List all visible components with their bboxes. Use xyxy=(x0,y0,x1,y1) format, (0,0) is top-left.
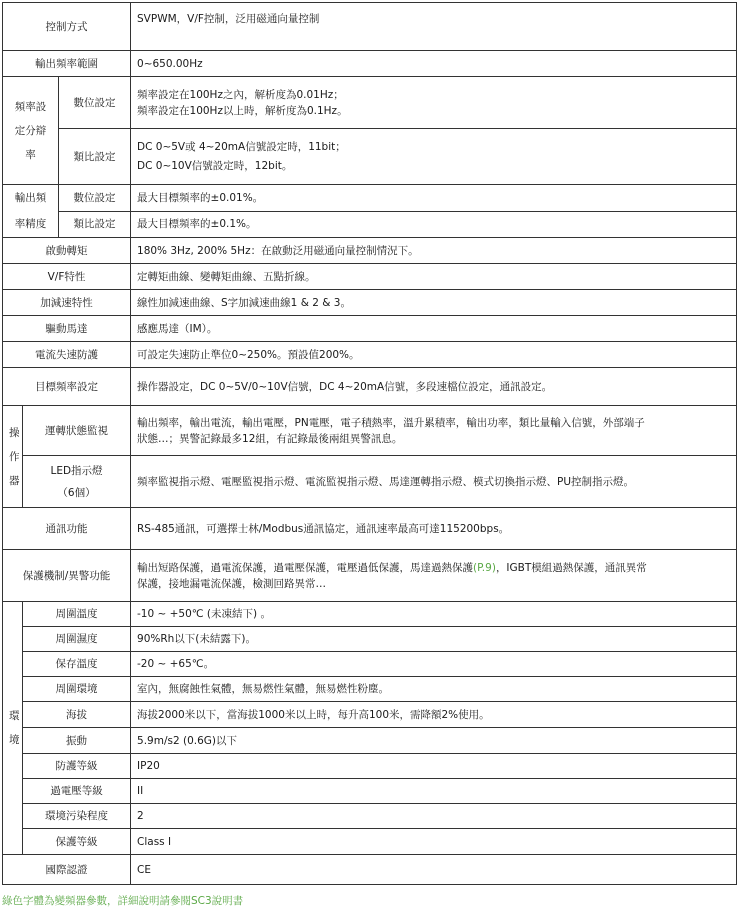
table-row xyxy=(3,264,737,290)
table-row xyxy=(3,185,737,212)
freq-acc-analog-label: 類比設定 xyxy=(59,211,131,238)
env-label: 海拔 xyxy=(23,702,131,728)
freq-res-digital-label: 數位設定 xyxy=(59,77,131,129)
led-value: 頻率監視指示燈、電壓監視指示燈、電流監視指示燈、馬達運轉指示燈、模式切換指示燈、PU控制指示燈。 xyxy=(131,456,737,508)
env-value: -10 ~ +50℃ (未凍結下) 。 xyxy=(131,602,737,627)
vf-value: 定轉矩曲線、變轉矩曲線、五點折線。 xyxy=(131,264,737,290)
table-row xyxy=(3,728,737,754)
env-value: IP20 xyxy=(131,754,737,779)
spec-table xyxy=(2,2,737,885)
table-row xyxy=(3,627,737,652)
accel-value: 線性加減速曲線、S字加減速曲線1 & 2 & 3。 xyxy=(131,290,737,316)
stall-value: 可設定失速防止準位0~250%。預設值200%。 xyxy=(131,342,737,368)
monitor-label: 運轉狀態監視 xyxy=(23,406,131,456)
control-label: 控制方式 xyxy=(3,3,131,51)
start-torque-label: 啟動轉矩 xyxy=(3,238,131,264)
table-row xyxy=(3,238,737,264)
env-label: 保護等級 xyxy=(23,829,131,855)
env-value: Class I xyxy=(131,829,737,855)
table-row xyxy=(3,754,737,779)
stall-label: 電流失速防護 xyxy=(3,342,131,368)
table-row xyxy=(3,602,737,627)
table-row xyxy=(3,804,737,829)
table-row xyxy=(3,129,737,185)
env-label: 周圍溫度 xyxy=(23,602,131,627)
motor-label: 驅動馬達 xyxy=(3,316,131,342)
table-row xyxy=(3,829,737,855)
protect-label: 保護機制/異警功能 xyxy=(3,550,131,602)
motor-value: 感應馬達（IM）。 xyxy=(131,316,737,342)
freq-res-analog-label: 類比設定 xyxy=(59,129,131,185)
target-label: 目標頻率設定 xyxy=(3,368,131,406)
protect-value: 輸出短路保護，過電流保護，過電壓保護，電壓過低保護，馬達過熱保護(P.9)，IGBT模組過熱保護，通訊異常 保護，接地漏電流保護，檢測回路異常… xyxy=(131,550,737,602)
table-row xyxy=(3,702,737,728)
comm-value: RS-485通訊，可選擇士林/Modbus通訊協定，通訊速率最高可達115200bps。 xyxy=(131,508,737,550)
start-torque-value: 180% 3Hz, 200% 5Hz：在啟動泛用磁通向量控制情況下。 xyxy=(131,238,737,264)
control-value: SVPWM，V/F控制，泛用磁通向量控制 xyxy=(131,3,737,51)
env-value: 5.9m/s2 (0.6G)以下 xyxy=(131,728,737,754)
table-row xyxy=(3,855,737,885)
env-value: 室內，無腐蝕性氣體，無易燃性氣體，無易燃性粉塵。 xyxy=(131,677,737,702)
table-row xyxy=(3,290,737,316)
env-value: 海拔2000米以下，當海拔1000米以上時，每升高100米，需降額2%使用。 xyxy=(131,702,737,728)
freq-acc-digital-value: 最大目標頻率的±0.01%。 xyxy=(131,185,737,212)
target-value: 操作器設定，DC 0~5V/0~10V信號，DC 4~20mA信號，多段速檔位設定，通訊設定。 xyxy=(131,368,737,406)
table-row xyxy=(3,51,737,77)
freq-acc-digital-label: 數位設定 xyxy=(59,185,131,212)
table-row xyxy=(3,3,737,51)
parameter-ref-green: (P.9) xyxy=(473,561,496,574)
env-label: 周圍濕度 xyxy=(23,627,131,652)
env-value: -20 ~ +65℃。 xyxy=(131,652,737,677)
cert-label: 國際認證 xyxy=(3,855,131,885)
freq-acc-group-label: 輸出頻 率精度 xyxy=(3,185,59,238)
cert-value: CE xyxy=(131,855,737,885)
table-row xyxy=(3,406,737,456)
env-value: II xyxy=(131,779,737,804)
env-label: 環境污染程度 xyxy=(23,804,131,829)
freq-res-analog-value: DC 0~5V或 4~20mA信號設定時，11bit； DC 0~10V信號設定時，12bit。 xyxy=(131,129,737,185)
freq-range-label: 輸出頻率範圍 xyxy=(3,51,131,77)
table-row xyxy=(3,77,737,129)
env-label: 保存溫度 xyxy=(23,652,131,677)
table-row xyxy=(3,652,737,677)
table-row xyxy=(3,779,737,804)
env-label: 過電壓等級 xyxy=(23,779,131,804)
env-label: 振動 xyxy=(23,728,131,754)
table-row xyxy=(3,677,737,702)
table-row xyxy=(3,456,737,508)
table-row xyxy=(3,508,737,550)
vf-label: V/F特性 xyxy=(3,264,131,290)
accel-label: 加減速特性 xyxy=(3,290,131,316)
table-row xyxy=(3,316,737,342)
table-row xyxy=(3,342,737,368)
monitor-value: 輸出頻率，輸出電流，輸出電壓，PN電壓，電子積熱率，溫升累積率，輸出功率，類比量輸入信號，外部端子 狀態…；異警記錄最多12組，有記錄最後兩組異警訊息。 xyxy=(131,406,737,456)
env-value: 2 xyxy=(131,804,737,829)
operator-group-label: 操 作 器 xyxy=(3,406,23,508)
table-row xyxy=(3,211,737,238)
table-row xyxy=(3,368,737,406)
freq-acc-analog-value: 最大目標頻率的±0.1%。 xyxy=(131,211,737,238)
env-value: 90%Rh以下(未結露下)。 xyxy=(131,627,737,652)
env-label: 周圍環境 xyxy=(23,677,131,702)
footnote: 綠色字體為變頻器參數，詳細說明請參閱SC3說明書 xyxy=(2,895,244,907)
freq-range-value: 0~650.00Hz xyxy=(131,51,737,77)
env-label: 防護等級 xyxy=(23,754,131,779)
comm-label: 通訊功能 xyxy=(3,508,131,550)
freq-res-digital-value: 頻率設定在100Hz之內，解析度為0.01Hz； 頻率設定在100Hz以上時，解析度為0.1Hz。 xyxy=(131,77,737,129)
led-label: LED指示燈 （6個） xyxy=(23,456,131,508)
freq-res-group-label: 頻率設 定分辯 率 xyxy=(3,77,59,185)
env-group-label: 環 境 xyxy=(3,602,23,855)
table-row xyxy=(3,550,737,602)
